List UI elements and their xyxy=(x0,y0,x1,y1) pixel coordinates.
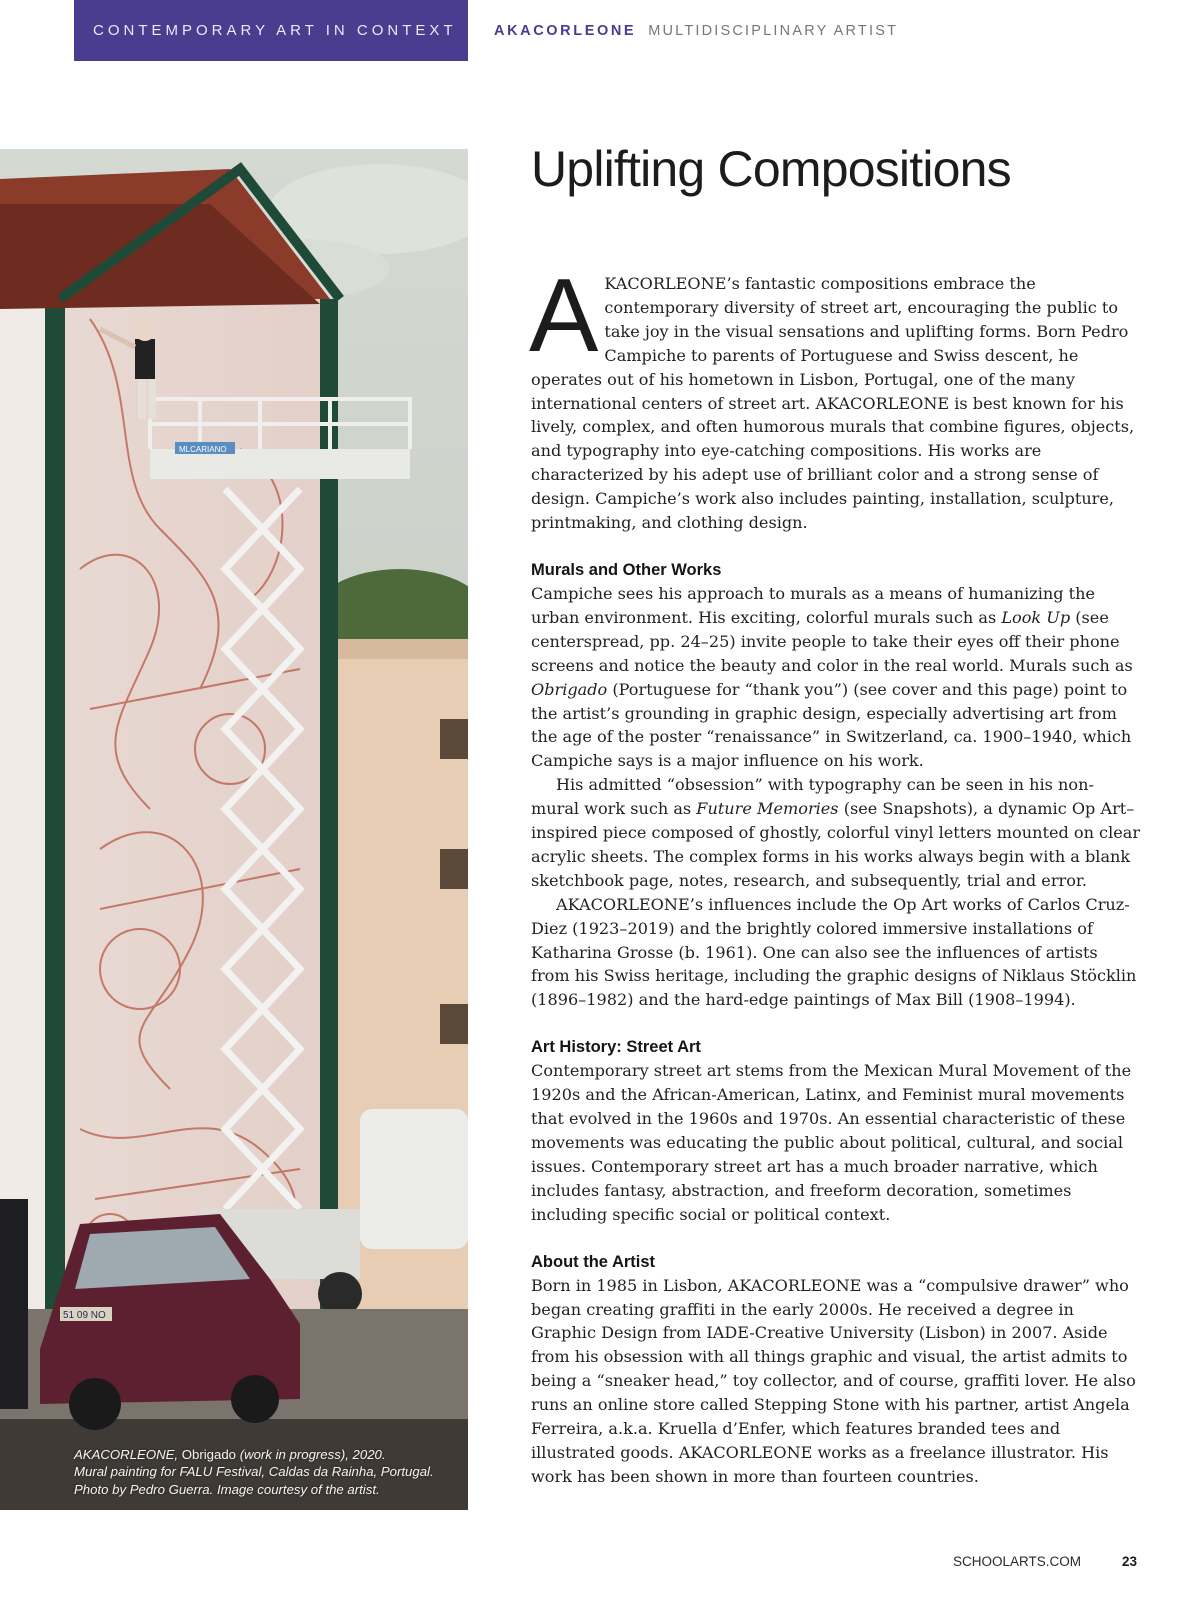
caption-line-2 xyxy=(74,1463,459,1481)
caption-line-1 xyxy=(74,1446,459,1464)
murals-p2-text-b: (see Snapshots), a dynamic Op Art–inspired piece composed of ghostly, colorful vinyl letters mounted on clear acrylic sheets. The complex forms in his works always begin with a blank sketchbook page, notes, research, and subsequently, trial and error. xyxy=(531,799,1141,890)
caption-event: Mural painting for FALU Festival, Caldas da Rainha, Portugal. xyxy=(74,1464,434,1479)
section-title: CONTEMPORARY ART IN CONTEXT xyxy=(93,22,457,39)
header-artist-role: MULTIDISCIPLINARY ARTIST xyxy=(648,22,899,39)
intro-paragraph xyxy=(529,258,1141,535)
murals-p1-text-a: Campiche sees his approach to murals as a means of humanizing the urban environment. His exciting, colorful murals such as xyxy=(531,583,1096,627)
article-title: Uplifting Compositions xyxy=(531,141,1011,197)
mural-photo xyxy=(0,149,468,1510)
murals-p1-text-b: (see centerspread, pp. 24–25) invite people to take their eyes off their phone screens and notice the beauty and color in the real world. Murals such as xyxy=(531,607,1133,675)
caption-credit: Photo by Pedro Guerra. Image courtesy of the artist. xyxy=(74,1481,380,1497)
history-paragraph: Contemporary street art stems from the Mexican Mural Movement of the 1920s and the African-American, Latinx, and Feminist mural movements that evolved in the 1960s and 1970s. An essential characteristic of these movements was educating the public about political, cultural, and social issues. Contemporary street art has a much broader narrative, which includes fantasy, abstraction, and freeform decoration, sometimes including specific social or political context. xyxy=(531,1061,1132,1224)
page-number: 23 xyxy=(1122,1554,1138,1569)
section-heading-history: Art History: Street Art xyxy=(531,1038,701,1057)
murals-paragraph-1 xyxy=(531,582,1141,773)
footer-website: SCHOOLARTS.COM xyxy=(953,1554,1082,1569)
article-body xyxy=(529,258,1141,1489)
murals-paragraph-2 xyxy=(531,773,1141,893)
intro-text: KACORLEONE’s fantastic compositions embrace the contemporary diversity of street art, encouraging the public to take joy in the visual sensations and uplifting forms. Born Pedro Campiche to parents of Portuguese and Swiss descent, he operates out of his hometown in Lisbon, Portugal, one of the many international centers of street art. AKACORLEONE is best known for his lively, complex, and often humorous murals that combine figures, objects, and typography into eye-catching compositions. His works are characterized by his adept use of brilliant color and a strong sense of design. Campiche’s work also includes painting, installation, sculpture, printmaking, and clothing design. xyxy=(531,274,1135,533)
section-heading-murals: Murals and Other Works xyxy=(531,560,722,579)
caption-work-title: Obrigado xyxy=(181,1446,237,1462)
work-title-future-memories: Future Memories xyxy=(696,799,839,819)
drop-cap: A xyxy=(529,258,599,374)
section-heading-about: About the Artist xyxy=(531,1252,656,1271)
artist-header xyxy=(494,0,898,61)
murals-paragraph-3: AKACORLEONE’s influences include the Op Art works of Carlos Cruz-Diez (1923–2019) and the brightly colored immersive installations of Katharina Grosse (b. 1961). One can also see the influences of artists from his Swiss heritage, including the graphic designs of Niklaus Stöcklin (1896–1982) and the hard-edge paintings of Max Bill (1908–1994). xyxy=(531,894,1137,1010)
header-artist-name: AKACORLEONE xyxy=(494,22,637,39)
caption-status: (work in progress), 2020. xyxy=(239,1446,386,1462)
work-title-look-up: Look Up xyxy=(1001,607,1071,627)
photo-caption xyxy=(74,1446,459,1499)
license-plate: 51 09 NO xyxy=(63,1310,106,1321)
section-header xyxy=(74,0,468,61)
mural-photo-illustration xyxy=(0,149,468,1510)
caption-line-3 xyxy=(74,1481,459,1499)
murals-p1-text-c: (Portuguese for “thank you”) (see cover and this page) point to the artist’s grounding in graphic design, especially advertising art from the age of the poster “renaissance” in Switzerland, ca. 1900–1940, which Campiche says is a major influence on his work. xyxy=(531,679,1132,771)
caption-artist: AKACORLEONE, xyxy=(74,1446,179,1462)
about-paragraph: Born in 1985 in Lisbon, AKACORLEONE was a “compulsive drawer” who began creating graffiti in the early 2000s. He received a degree in Graphic Design from IADE-Creative University (Lisbon) in 2007. Aside from his obsession with all things graphic and visual, the artist admits to being a “sneaker head,” toy collector, and of course, graffiti lover. He also runs an online store called Stepping Stone with his partner, artist Angela Ferreira, a.k.a. Kruella d’Enfer, which features branded tees and illustrated goods. AKACORLEONE works as a freelance illustrator. His work has been shown in more than fourteen countries. xyxy=(531,1275,1136,1486)
lift-brand-label: MLCARIANO xyxy=(179,445,227,454)
work-title-obrigado: Obrigado xyxy=(531,679,608,699)
murals-p2-text-a: His admitted “obsession” with typography can be seen in his non-mural work such as xyxy=(531,775,1094,819)
